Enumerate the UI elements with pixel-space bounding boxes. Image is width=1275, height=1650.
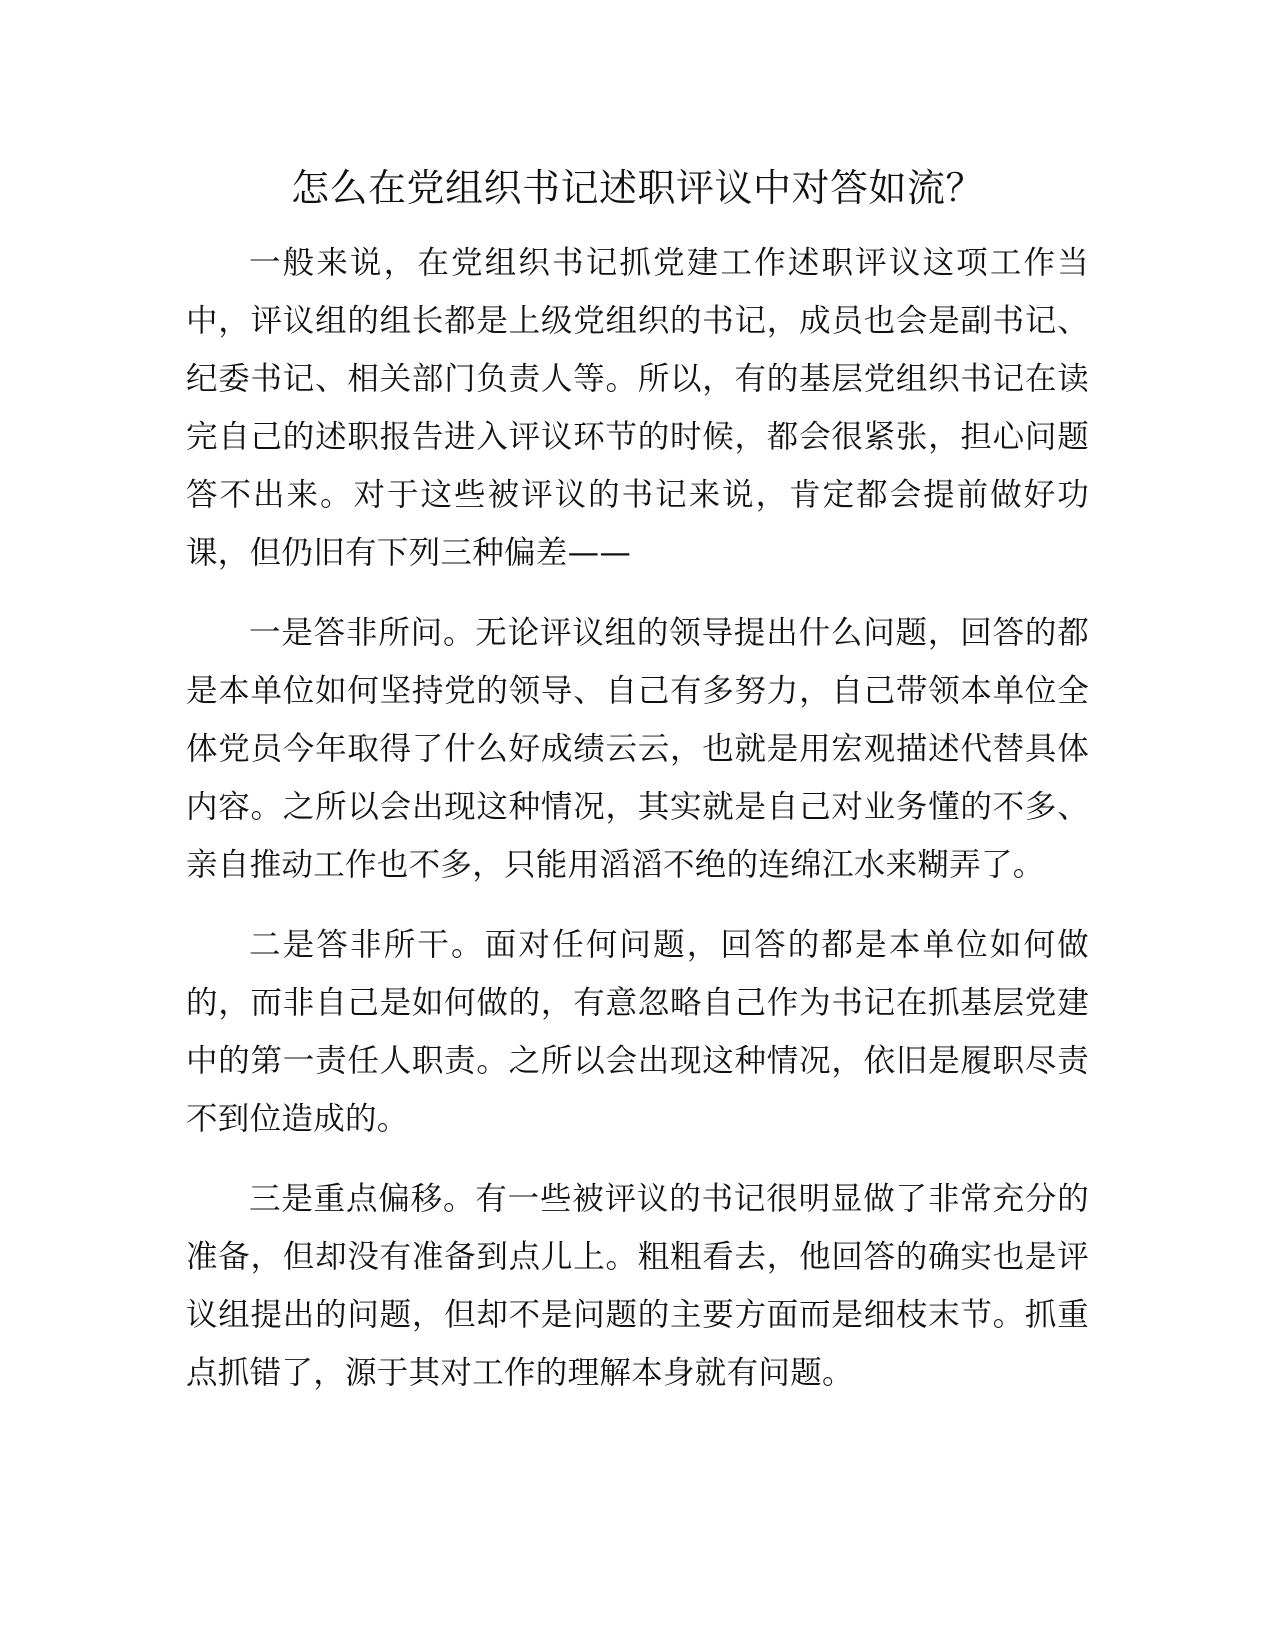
paragraph-point-one: 一是答非所问。无论评议组的领导提出什么问题，回答的都是本单位如何坚持党的领导、自己有多努力，自己带领本单位全体党员今年取得了什么好成绩云云，也就是用宏观描述代替具体内容。之所以会出现这种情况，其实就是自己对业务懂的不多、亲自推动工作也不多，只能用滔滔不绝的连绵江水来糊弄了。: [186, 615, 1089, 883]
document-body: [186, 234, 1089, 1424]
paragraph-point-three: 三是重点偏移。有一些被评议的书记很明显做了非常充分的准备，但却没有准备到点儿上。粗粗看去，他回答的确实也是评议组提出的问题，但却不是问题的主要方面而是细枝末节。抓重点抓错了，源于其对工作的理解本身就有问题。: [186, 1181, 1089, 1391]
paragraph-intro: 一般来说，在党组织书记抓党建工作述职评议这项工作当中，评议组的组长都是上级党组织的书记，成员也会是副书记、纪委书记、相关部门负责人等。所以，有的基层党组织书记在读完自己的述职报告进入评议环节的时候，都会很紧张，担心问题答不出来。对于这些被评议的书记来说，肯定都会提前做好功课，但仍旧有下列三种偏差——: [186, 245, 1089, 571]
document-title: 怎么在党组织书记述职评议中对答如流？: [290, 166, 984, 210]
paragraph-point-two: 二是答非所干。面对任何问题，回答的都是本单位如何做的，而非自己是如何做的，有意忽略自己作为书记在抓基层党建中的第一责任人职责。之所以会出现这种情况，依旧是履职尽责不到位造成的。: [186, 927, 1089, 1137]
